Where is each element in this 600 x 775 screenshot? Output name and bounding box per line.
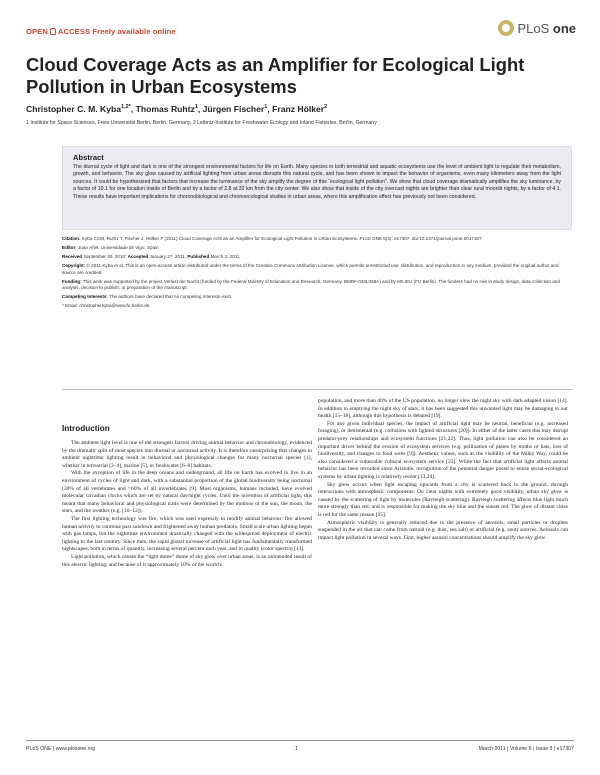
- funding-line: Funding: This work was supported by the project Verlust der Nacht (funded by the Federal Ministry of Education and Research, Germany, BMBF-033L038A) and by MILIEU (FU Berlin). The funders had no role in study design, data collection and analysis, decision to publish, or preparation of the manuscript.: [62, 278, 560, 291]
- competing-interests-line: Competing Interests: The authors have declared that no competing interests exist.: [62, 294, 233, 300]
- author-name: Thomas Ruhtz: [135, 104, 195, 114]
- paragraph: The first lighting technology was fire, which was used expressly to modify animal behavior: fire allowed human activity to continue past sundown and frightened away human predators. Small scale urban lighting began with gas lamps, but the nighttime environment drastically changed with the widespread deployment of electric lighting in the last century. Since then, the rapid global increase of artificial light has fundamentally transformed nightscapes, both in terms of quantity, increasing several percent each year, and in quality (color spectra) [13].: [62, 515, 312, 553]
- lock-icon: [50, 28, 56, 35]
- open-access-badge: [26, 27, 176, 36]
- footer-journal[interactable]: PLoS ONE | www.plosone.org: [26, 746, 96, 752]
- plos-logo-icon: [498, 20, 514, 36]
- copyright-line: Copyright: © 2011 Kyba et al. This is an open-access article distributed under the terms of the Creative Commons Attribution License, which permits unrestricted use, distribution, and reproduction in any medium, provided the original author and source are credited.: [62, 262, 559, 275]
- article-metadata: [62, 236, 572, 312]
- author-name: Franz Hölker: [272, 104, 325, 114]
- body-column-left: [62, 440, 312, 569]
- email-line[interactable]: * Email: christopherkyba@wew.fu-berlin.de: [62, 303, 150, 309]
- journal-logo-text: PLoS one: [517, 20, 576, 36]
- article-title: Cloud Coverage Acts as an Amplifier for Ecological Light Pollution in Urban Ecosystems: [26, 54, 525, 97]
- paragraph: With the exception of life in the deep oceans and underground, all life on Earth has evolved to live in an environment of cycles of light and dark, with a substantial proportion of the global biodiversity being nocturnal (30% of all vertebrates and >60% of all invertebrates [9]. Most organisms, humans included, have evolved molecular circadian clocks which are set by natural day/night cycles. Until the invention of artificial light, this meant that many behavioral and physiological traits were determined by the motions of the sun, the moon, the stars, and the weather (e.g. [10–12]).: [62, 470, 312, 515]
- paragraph: Atmospheric visibility is generally reduced due to the presence of aerosols, small particles or droplets suspended in the air that can come from natural (e.g. dust, sea salt) or artificial (e.g. soot) sources. Aerosols can impact light pollution in several ways. First, higher aerosol concentrations should amplify the sky glow: [318, 519, 568, 541]
- page-footer: [0, 740, 600, 775]
- paragraph: For any given individual species, the impact of artificial light may be neutral, beneficial (e.g. increased foraging), or detrimental (e.g. collisions with lighted structures [20]). In either of the latter cases this may disrupt predator-prey relationships and ecosystem functions [21,22]. Thus, light pollution can also be considered an important driver behind the erosion of ecosystem services (e.g. pollination of plants by moths or bats, loss of biodiversity, and changes to food webs [9]). Aesthetic values, such as the visibility of the Milky Way, could be also considered a vulnerable cultural ecosystem service [23]. While the fact that artificial light affects animal behavior has been recorded since Aristotle, recognition of the potential danger posed to entire social-ecological systems by urban lighting is relatively recent [13,24].: [318, 420, 568, 480]
- page-number: 1: [295, 746, 298, 752]
- author-name: Christopher C. M. Kyba: [26, 104, 122, 114]
- body-column-right: [318, 398, 568, 542]
- footer-issue: March 2011 | Volume 6 | Issue 3 | e17307: [478, 746, 574, 752]
- free-availability-label: Freely available online: [92, 27, 176, 36]
- introduction-heading: Introduction: [62, 424, 110, 433]
- metadata-divider: [62, 389, 572, 390]
- open-access-prefix: OPEN: [26, 27, 48, 36]
- dates-line: Received September 30, 2010; Accepted January 27, 2011; Published March 2, 2011: [62, 253, 240, 259]
- abstract-heading: Abstract: [73, 153, 104, 162]
- paragraph: The ambient light level is one of the strongest factors driving animal behavior and chronobiology, evidenced by the dramatic split of most species into diurnal or nocturnal activity. It is therefore unsurprising that changes in ambient nighttime lighting result in behavioral and physiological changes for many nocturnal species [1], whether in terrestrial [2–4], marine [5], or freshwater [6–8] habitats.: [62, 440, 312, 469]
- editor-line: Editor: Juan Añel, Universidade de Vigo, Spain: [62, 244, 159, 250]
- abstract-text: The diurnal cycle of light and dark is one of the strongest environmental factors for life on Earth. Many species in both terrestrial and aquatic ecosystems use the level of ambient light to regulate their metabolism, growth, and behavior. The sky glow caused by artificial lighting from urban areas disrupts this natural cycle, and has been shown to impact the behavior of organisms, even many kilometers away from the light sources. It could be hypothesized that factors that increase the luminance of the sky amplify the degree of this “ecological light pollution”. We show that cloud coverage dramatically amplifies the sky luminance, by a factor of 10.1 for one location inside of Berlin and by a factor of 2.8 at 32 km from the city center. We also show that inside of the city overcast nights are brighter than clear rural moonlit nights, by a factor of 4.1. These results have important implications for choronobiological and chronoecological studies in urban areas, where this amplification effect has previously not been considered.: [73, 164, 561, 200]
- author-name: Jürgen Fischer: [202, 104, 265, 114]
- paragraph: population, and more than 40% of the US population, no longer view the night sky with dark adapted vision [14]. In addition to emptying the night sky of stars, it has been suggested this unwanted light may be damaging to our health [15–18], although this hypothesis is debated [19].: [318, 398, 568, 420]
- journal-logo: [498, 20, 576, 36]
- citation-line: Citation: Kyba CCM, Ruhtz T, Fischer J, Hölker F (2011) Cloud Coverage Acts as an Amplifier for Ecological Light Pollution in Urban Ecosystems. PLoS ONE 6(3): e17307. doi:10.1371/journal.pone.0017307: [62, 236, 482, 241]
- affiliations: 1 Institute for Space Sciences, Freie Universität Berlin, Berlin, Germany, 2 Leibniz-Institute for Freshwater Ecology and Inland Fisheries, Berlin, Germany: [26, 120, 377, 126]
- abstract-box: [62, 146, 572, 230]
- paragraph: Light pollution, which causes the “light dome” dome of sky glow over urban areas, is an unintended result of this electric lighting, and because of it approximately 10% of the world's: [62, 553, 312, 568]
- footer-divider: [26, 740, 574, 741]
- author-list: Christopher C. M. Kyba$^{1,2*}$, Thomas Ruhtz$^1$, Jürgen Fischer$^1$, Franz Hölker$^2$: [26, 104, 328, 114]
- open-access-suffix: ACCESS: [57, 27, 91, 36]
- paragraph: Sky glow occurs when light escaping upwards from a city is scattered back to the ground, through interactions with atmospheric components. On clear nights with extremely good visibility, urban sky glow is caused by the scattering of light by molecules (Rayleigh scattering). Rayleigh scattering affects blue light much more strongly than red, and is responsible for making the sky blue and the sunset red. The glow of distant cities is red for the same reason [25].: [318, 481, 568, 518]
